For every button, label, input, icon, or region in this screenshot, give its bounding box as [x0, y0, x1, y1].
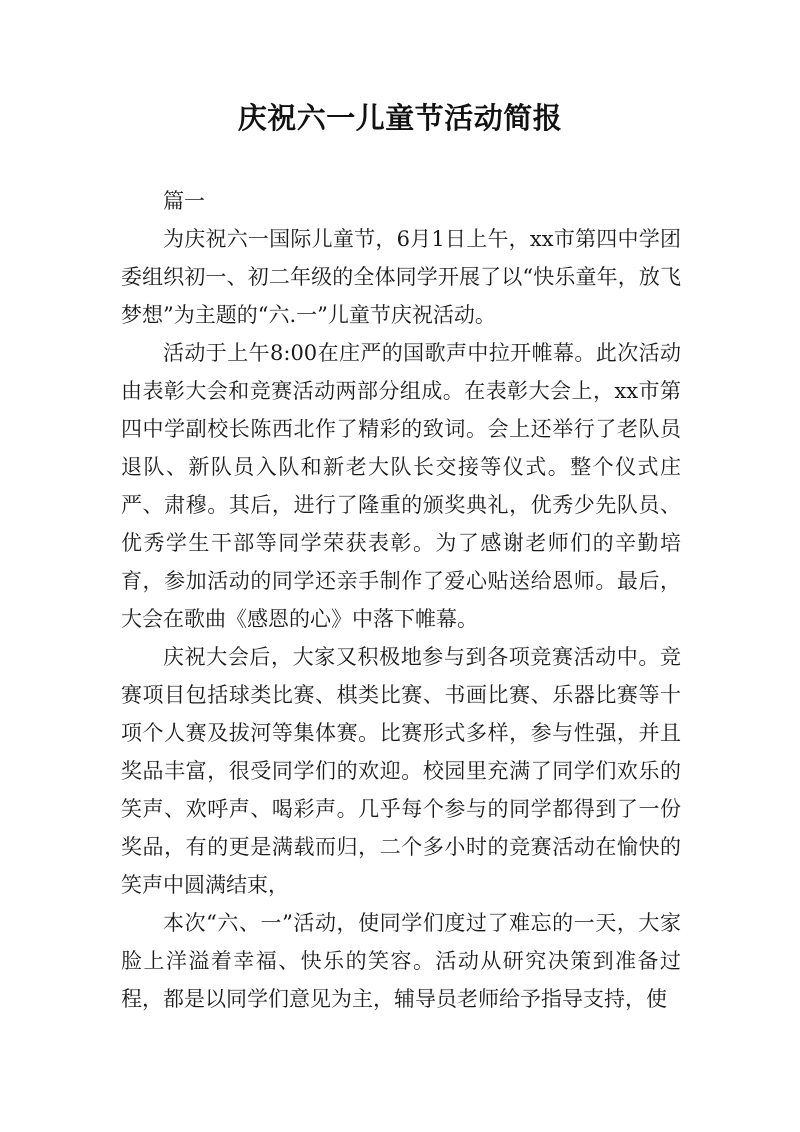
document-title: 庆祝六一儿童节活动简报 — [237, 101, 563, 135]
paragraph-1: 为庆祝六一国际儿童节，6月1日上午，xx市第四中学团委组织初一、初二年级的全体同学开展了以“快乐童年，放飞梦想”为主题的“六.一”儿童节庆祝活动。 — [121, 227, 681, 327]
section-label: 篇一 — [163, 189, 205, 213]
paragraph-2: 活动于上午8:00在庄严的国歌声中拉开帷幕。此次活动由表彰大会和竞赛活动两部分组成。在表彰大会上，xx市第四中学副校长陈西北作了精彩的致词。会上还举行了老队员退队、新队员入队和新老大队长交接等仪式。整个仪式庄严、肃穆。其后，进行了隆重的颁奖典礼，优秀少先队员、优秀学生干部等同学荣获表彰。为了感谢老师们的辛勤培育，参加活动的同学还亲手制作了爱心贴送给恩师。最后，大会在歌曲《感恩的心》中落下帷幕。 — [121, 341, 681, 631]
document-body — [121, 182, 681, 1018]
paragraph-4: 本次“六、一”活动，使同学们度过了难忘的一天，大家脸上洋溢着幸福、快乐的笑容。活动从研究决策到准备过程，都是以同学们意见为主，辅导员老师给予指导支持，使 — [121, 911, 681, 1011]
paragraph-3: 庆祝大会后，大家又积极地参与到各项竞赛活动中。竞赛项目包括球类比赛、棋类比赛、书画比赛、乐器比赛等十项个人赛及拔河等集体赛。比赛形式多样，参与性强，并且奖品丰富，很受同学们的欢迎。校园里充满了同学们欢乐的笑声、欢呼声、喝彩声。几乎每个参与的同学都得到了一份奖品，有的更是满载而归，二个多小时的竞赛活动在愉快的笑声中圆满结束， — [121, 645, 681, 897]
